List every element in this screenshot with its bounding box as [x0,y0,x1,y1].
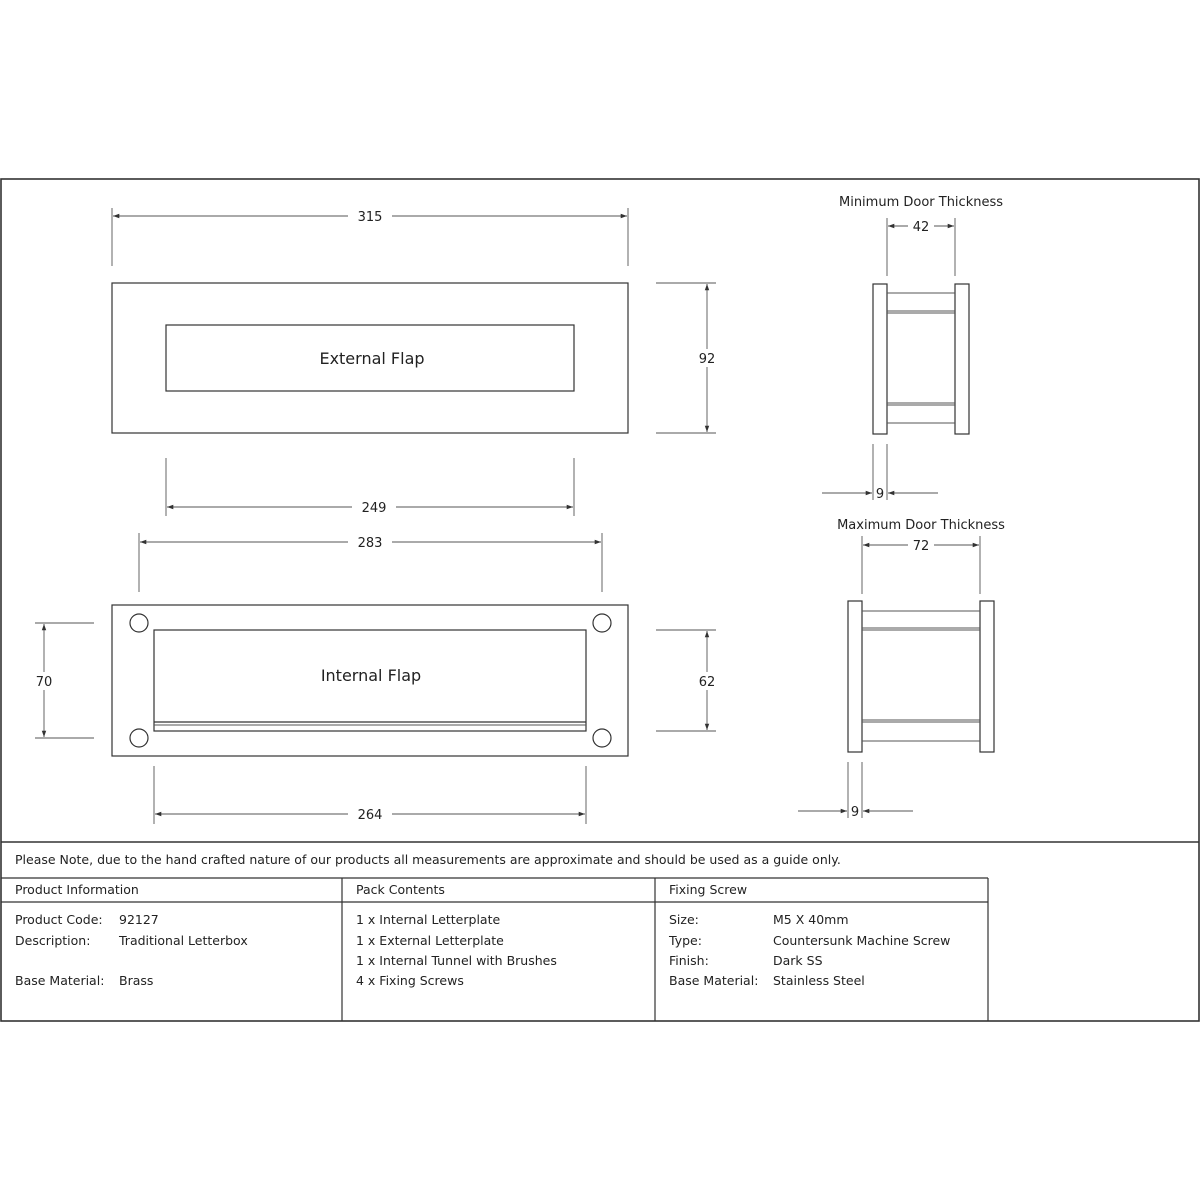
fixing-screw-header: Fixing Screw [669,882,748,897]
internal-letterplate [32,533,719,824]
min-thickness-label: 42 [912,220,930,235]
int-ap-height-label: 62 [698,675,716,690]
pack-contents-header: Pack Contents [356,882,445,897]
base-material-label: Base Material: [15,973,105,988]
internal-flap-label: Internal Flap [320,666,422,685]
max-plate-right [980,601,994,752]
screw-material-label: Base Material: [669,973,759,988]
pack-item: 1 x Internal Letterplate [356,912,501,927]
int-height-label: 70 [35,675,53,690]
min-plate-left [873,284,887,434]
int-centres-label: 283 [357,536,383,551]
pack-item: 4 x Fixing Screws [356,973,464,988]
max-thickness-label: 72 [912,539,930,554]
drawing-frame [1,179,1199,1021]
pack-item: 1 x External Letterplate [356,933,504,948]
external-letterplate [112,207,719,516]
product-info-header: Product Information [15,882,139,897]
min-door-title: Minimum Door Thickness [838,195,1004,210]
screw-hole-top-left [130,614,148,632]
max-door-title: Maximum Door Thickness [837,518,1005,533]
description-value: Traditional Letterbox [119,933,248,948]
int-ap-width-label: 264 [357,808,383,823]
minimum-door-view [822,195,1003,502]
maximum-door-view [798,518,1005,820]
screw-material-value: Stainless Steel [773,973,865,988]
screw-finish-value: Dark SS [773,953,823,968]
screw-finish-label: Finish: [669,953,709,968]
pack-item: 1 x Internal Tunnel with Brushes [356,953,557,968]
screw-size-value: M5 X 40mm [773,912,849,927]
screw-type-value: Countersunk Machine Screw [773,933,951,948]
screw-hole-bottom-right [593,729,611,747]
external-flap-label: External Flap [319,349,425,368]
screw-size-label: Size: [669,912,699,927]
min-plate-right [955,284,969,434]
ext-width-label: 315 [357,210,383,225]
product-code-label: Product Code: [15,912,103,927]
max-plate-left [848,601,862,752]
disclaimer-note: Please Note, due to the hand crafted nature of our products all measurements are approximate and should be used as a guide only. [15,852,841,867]
base-material-value: Brass [119,973,154,988]
screw-hole-top-right [593,614,611,632]
min-plate-label: 9 [875,487,885,502]
screw-type-label: Type: [669,933,702,948]
max-plate-label: 9 [850,805,860,820]
product-code-value: 92127 [119,912,159,927]
description-label: Description: [15,933,91,948]
ext-height-label: 92 [698,352,716,367]
screw-hole-bottom-left [130,729,148,747]
ext-aperture-label: 249 [361,501,387,516]
